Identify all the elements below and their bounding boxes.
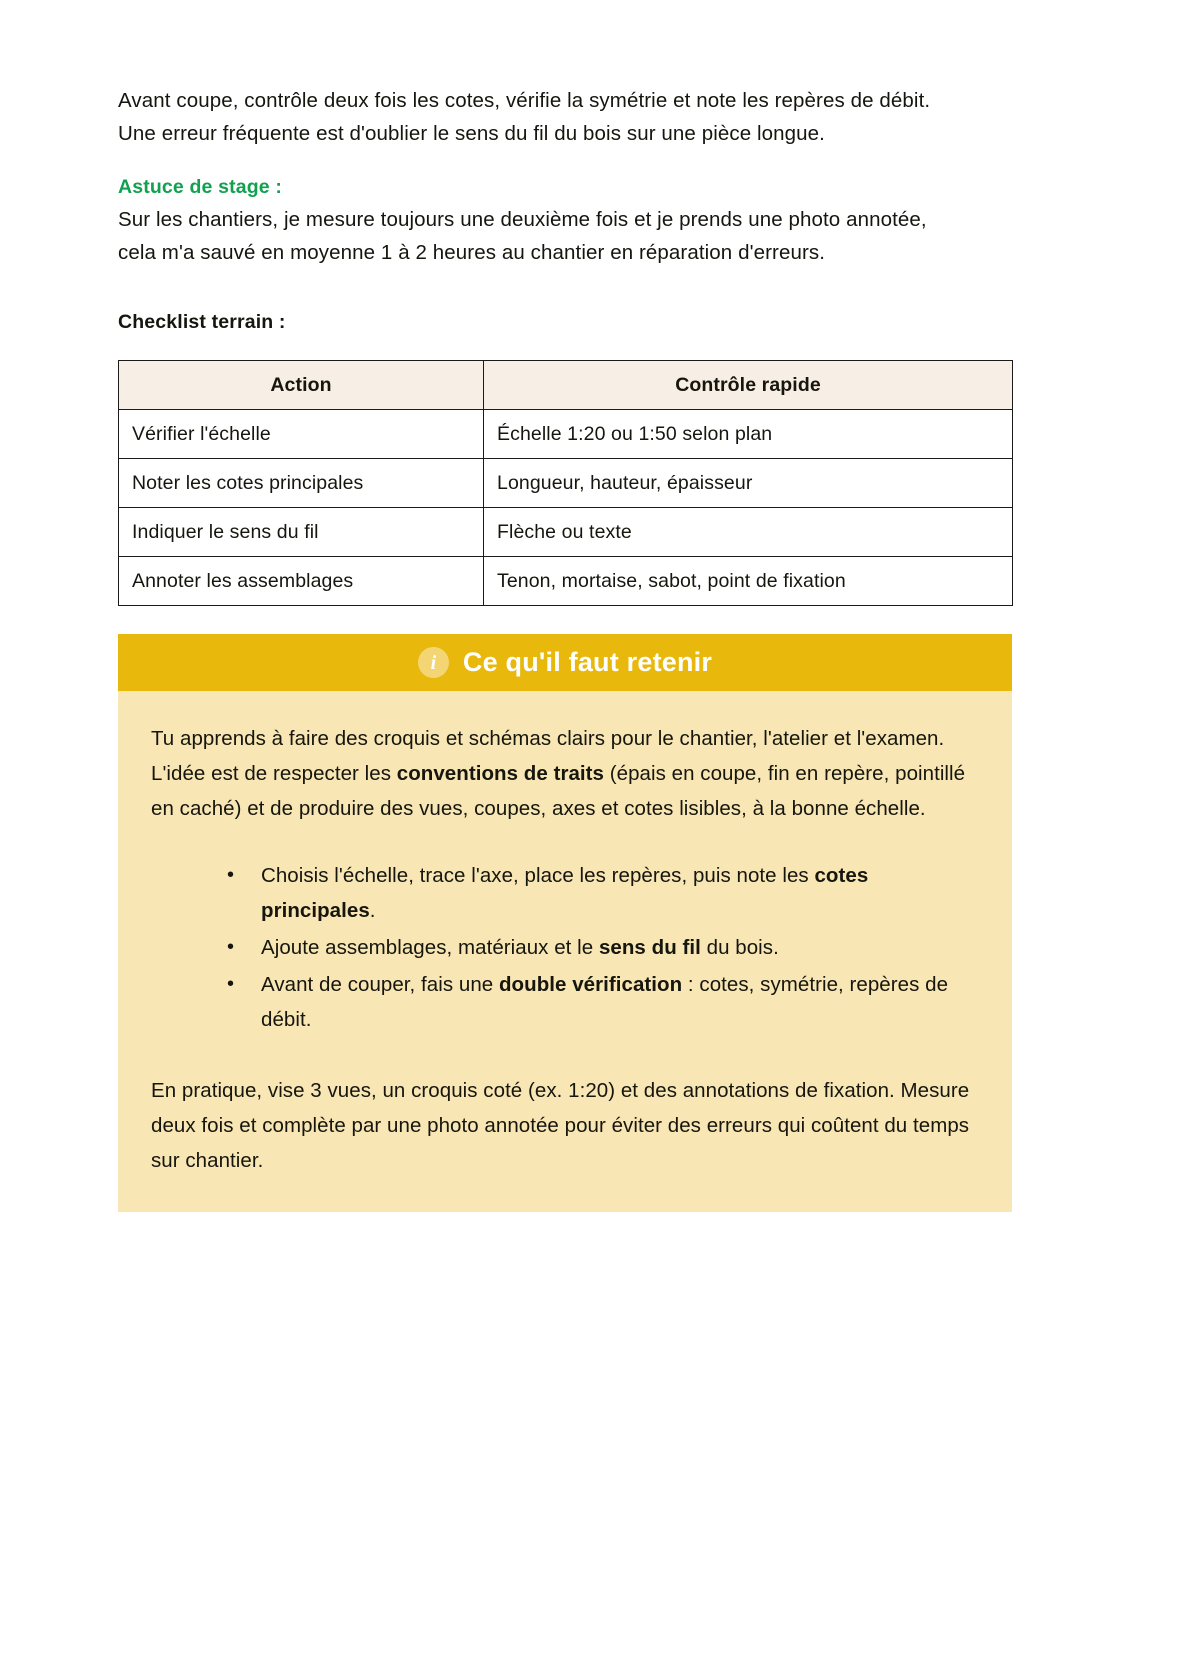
callout-lead-paragraph xyxy=(151,721,979,826)
tip-paragraph xyxy=(118,203,1018,269)
tip-line-1: Sur les chantiers, je mesure toujours une deuxième fois et je prends une photo annotée, xyxy=(118,208,927,231)
intro-paragraph xyxy=(118,84,1008,150)
table-cell-controle: Tenon, mortaise, sabot, point de fixation xyxy=(484,557,1013,606)
table-cell-controle: Longueur, hauteur, épaisseur xyxy=(484,459,1013,508)
callout-bullet-list xyxy=(151,858,979,1037)
lead-bold-1: conventions de traits xyxy=(396,762,604,785)
key-takeaway-callout xyxy=(118,634,1012,1212)
table-row xyxy=(119,508,1013,557)
table-row xyxy=(119,410,1013,459)
table-row xyxy=(119,459,1013,508)
bullet-bold-1: sens du fil xyxy=(598,936,701,959)
info-icon: i xyxy=(418,647,449,678)
tip-heading: Astuce de stage : xyxy=(118,176,283,198)
table-cell-action: Noter les cotes principales xyxy=(119,459,484,508)
table-row xyxy=(119,557,1013,606)
callout-outro-paragraph: En pratique, vise 3 vues, un croquis coté (ex. 1:20) et des annotations de fixation. Mesure deux fois et complète par une photo annotée pour éviter des erreurs qui coûtent du temps sur chantier. xyxy=(151,1079,970,1172)
bullet-text-2: : cotes, symétrie, repères de débit. xyxy=(261,973,949,1031)
bullet-text-1: Choisis l'échelle, trace l'axe, place les repères, puis note les xyxy=(261,864,815,887)
table-col-controle: Contrôle rapide xyxy=(484,361,1013,410)
checklist-table xyxy=(118,360,1013,606)
list-item xyxy=(261,967,979,1037)
list-item xyxy=(261,858,979,928)
tip-line-2: cela m'a sauvé en moyenne 1 à 2 heures au chantier en réparation d'erreurs. xyxy=(118,241,826,264)
callout-header xyxy=(118,634,1012,691)
bullet-text-1: Ajoute assemblages, matériaux et le xyxy=(261,936,599,959)
bullet-bold-1: double vérification xyxy=(498,973,683,996)
lead-text-1: Tu apprends à faire des croquis et schémas clairs pour le chantier, l'atelier et l'examen. L'idée est de respecter les xyxy=(151,727,945,785)
table-col-action: Action xyxy=(119,361,484,410)
bullet-text-2: du bois. xyxy=(700,936,779,959)
table-cell-controle: Flèche ou texte xyxy=(484,508,1013,557)
table-cell-action: Vérifier l'échelle xyxy=(119,410,484,459)
bullet-text-1: Avant de couper, fais une xyxy=(261,973,499,996)
table-cell-action: Indiquer le sens du fil xyxy=(119,508,484,557)
intro-line-1: Avant coupe, contrôle deux fois les cotes, vérifie la symétrie et note les repères de débit. xyxy=(118,89,931,112)
checklist-heading: Checklist terrain : xyxy=(118,311,286,333)
bullet-bold-1: cotes principales xyxy=(261,864,869,922)
lead-text-2: (épais en coupe, fin en repère, pointillé en caché) et de produire des vues, coupes, axes et cotes lisibles, à la bonne échelle. xyxy=(151,762,966,820)
table-header-row xyxy=(119,361,1013,410)
bullet-text-2: . xyxy=(369,899,376,922)
callout-body xyxy=(118,691,1012,1212)
list-item xyxy=(261,930,979,965)
callout-title: Ce qu'il faut retenir xyxy=(462,647,713,677)
intro-line-2: Une erreur fréquente est d'oublier le sens du fil du bois sur une pièce longue. xyxy=(118,122,825,145)
table-cell-action: Annoter les assemblages xyxy=(119,557,484,606)
table-cell-controle: Échelle 1:20 ou 1:50 selon plan xyxy=(484,410,1013,459)
